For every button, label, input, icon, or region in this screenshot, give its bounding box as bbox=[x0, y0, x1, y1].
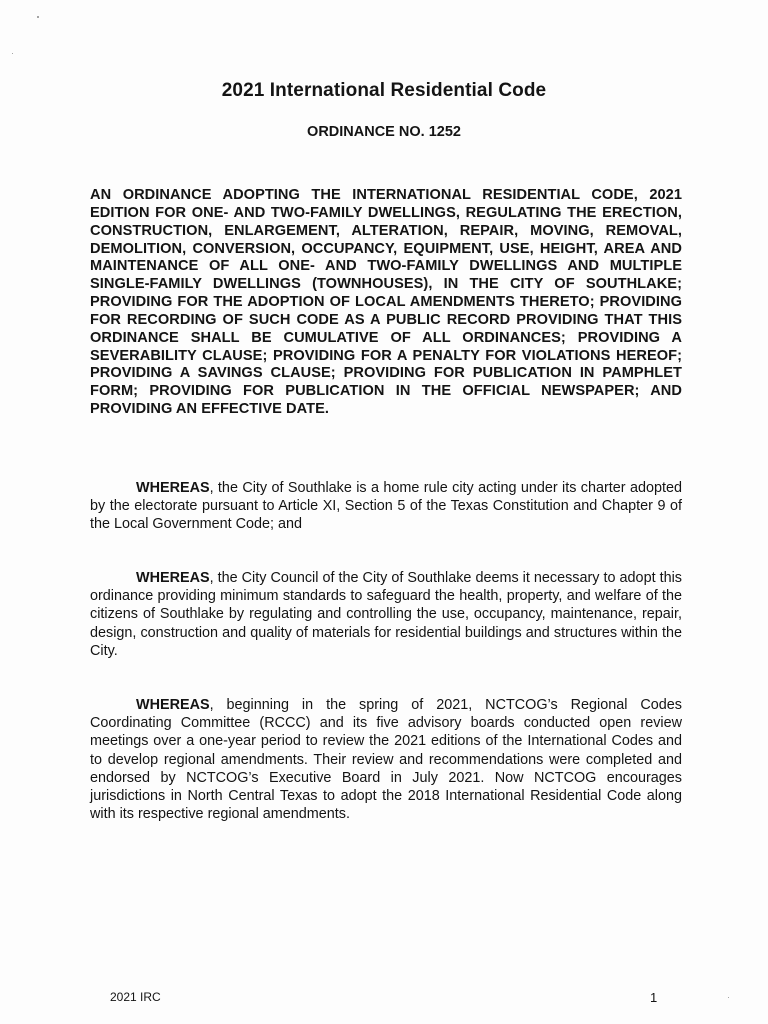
scan-speck bbox=[728, 997, 729, 998]
document-title: 2021 International Residential Code bbox=[221, 80, 547, 101]
ordinance-number: ORDINANCE NO. 1252 bbox=[307, 124, 461, 140]
whereas-paragraph-2 bbox=[90, 569, 682, 660]
whereas-paragraph-3 bbox=[90, 696, 682, 823]
footer-document-label: 2021 IRC bbox=[110, 990, 161, 1004]
whereas-paragraph-1 bbox=[90, 479, 682, 534]
scan-speck bbox=[12, 53, 13, 54]
whereas-text: , the City of Southlake is a home rule city acting under its charter adopted by the electorate pursuant to Article XI, Section 5 of the Texas Constitution and Chapter 9 of the Local Government Code; and bbox=[90, 480, 682, 533]
whereas-text: , the City Council of the City of Southlake deems it necessary to adopt this ordinance providing minimum standards to safeguard the health, property, and welfare of the citizens of Southlake by regulating and controlling the use, occupancy, maintenance, repair, design, construction and quality of materials for residential buildings and structures within the City. bbox=[90, 570, 682, 659]
whereas-lead: WHEREAS bbox=[136, 697, 210, 713]
footer-page-number: 1 bbox=[650, 990, 658, 1005]
scan-speck bbox=[37, 16, 39, 18]
whereas-text: , beginning in the spring of 2021, NCTCOG’s Regional Codes Coordinating Committee (RCCC) and its five advisory boards conducted open review meetings over a one-year period to review the 2021 editions of the International Codes and to develop regional amendments. Their review and recommendations were completed and endorsed by NCTCOG’s Executive Board in July 2021. Now NCTCOG encourages jurisdictions in North Central Texas to adopt the 2018 International Residential Code along with its respective regional amendments. bbox=[90, 697, 682, 823]
whereas-lead: WHEREAS bbox=[136, 570, 210, 586]
ordinance-caption: AN ORDINANCE ADOPTING THE INTERNATIONAL RESIDENTIAL CODE, 2021 EDITION FOR ONE- AND TWO-FAMILY DWELLINGS, REGULATING THE ERECTION, CONSTRUCTION, ENLARGEMENT, ALTERATION, REPAIR, MOVING, REMOVAL, DEMOLITION, CONVERSION, OCCUPANCY, EQUIPMENT, USE, HEIGHT, AREA AND MAINTENANCE OF ALL ONE- AND TWO-FAMILY DWELLINGS AND MULTIPLE SINGLE-FAMILY DWELLINGS (TOWNHOUSES), IN THE CITY OF SOUTHLAKE; PROVIDING FOR THE ADOPTION OF LOCAL AMENDMENTS THERETO; PROVIDING FOR RECORDING OF SUCH CODE AS A PUBLIC RECORD PROVIDING THAT THIS ORDINANCE SHALL BE CUMULATIVE OF ALL ORDINANCES; PROVIDING A SEVERABILITY CLAUSE; PROVIDING FOR A PENALTY FOR VIOLATIONS HEREOF; PROVIDING A SAVINGS CLAUSE; PROVIDING FOR PUBLICATION IN PAMPHLET FORM; PROVIDING FOR PUBLICATION IN THE OFFICIAL NEWSPAPER; AND PROVIDING AN EFFECTIVE DATE. bbox=[90, 187, 682, 418]
whereas-lead: WHEREAS bbox=[136, 480, 210, 496]
